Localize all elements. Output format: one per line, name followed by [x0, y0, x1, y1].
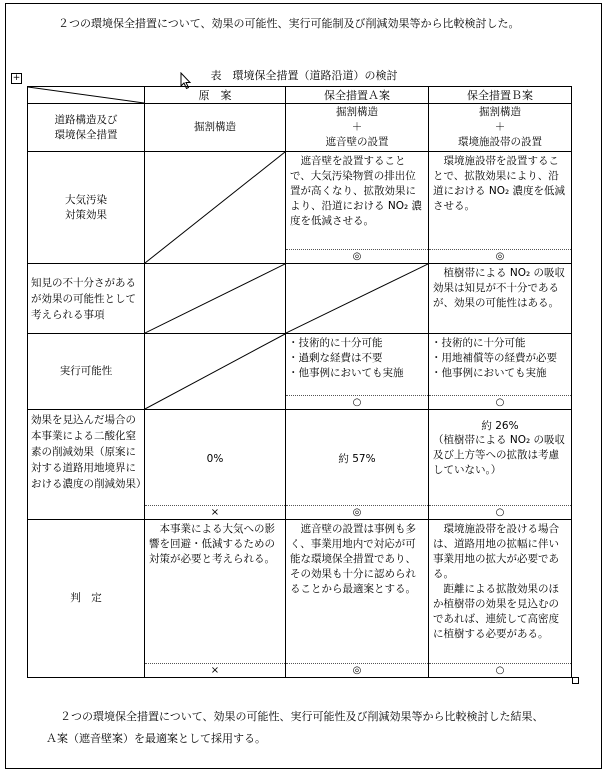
conclusion-line-2: Ａ案（遮音壁案）を最適案として採用する。 [46, 732, 266, 745]
diagonal-line [145, 334, 285, 409]
air-plan-b: 環境施設帯を設置することで、拡散効果により、沿道における NO₂ 濃度を低減させる。 ◎ [429, 152, 572, 264]
feasibility-label: 実行可能性 [28, 334, 145, 410]
diagonal-line [145, 264, 285, 333]
rating-symbol: ○ [429, 505, 571, 519]
air-pollution-label: 大気汚染 対策効果 [28, 152, 145, 264]
table-header-row [28, 87, 572, 104]
table-caption: 表 環境保全措置（道路沿道）の検討 [210, 69, 398, 82]
reduction-row [28, 410, 572, 520]
reduction-plan-b: 約 26% （植樹帯による NO₂ の吸収及び上方等への拡散は考慮していない。） ○ [429, 410, 572, 520]
structure-row [28, 104, 572, 152]
judgement-plan-a: 遮音壁の設置は事例も多く、事業用地内で対応が可能な環境保全措置であり、その効果も十分に認められることから最適案とする。 ◎ [286, 520, 429, 678]
air-original-empty [145, 152, 286, 264]
unknown-original-empty [145, 264, 286, 334]
reduction-original: 0% × [145, 410, 286, 520]
header-original: 原 案 [145, 87, 286, 104]
intro-text: ２つの環境保全措置について、効果の可能性、実行可能制及び削減効果等から比較検討した。 [58, 17, 520, 30]
judgement-original: 本事業による大気への影響を回避・低減するための対策が必要と考えられる。 × [145, 520, 286, 678]
judgement-label: 判 定 [28, 520, 145, 678]
header-plan-b: 保全措置Ｂ案 [429, 87, 572, 104]
unknown-effect-row [28, 264, 572, 334]
reduction-label: 効果を見込んだ場合の本事業による二酸化窒素の削減効果（原案に対する道路用地境界における濃度の削減効果） [28, 410, 145, 520]
structure-original: 掘割構造 [145, 104, 286, 152]
rating-symbol: ○ [429, 395, 571, 409]
diagonal-line [28, 87, 144, 103]
feasibility-plan-a: ・技術的に十分可能 ・過剰な経費は不要 ・他事例においても実施 ○ [286, 334, 429, 410]
feasibility-row [28, 334, 572, 410]
rating-symbol: ◎ [429, 249, 571, 263]
rating-symbol: × [145, 505, 285, 519]
header-corner-cell [28, 87, 145, 104]
rating-symbol: ◎ [286, 505, 428, 519]
judgement-plan-b: 環境施設帯を設ける場合は、道路用地の拡幅に伴い事業用地の拡大が必要である。 距離による拡散効果のほか植樹帯の効果を見込むのであれば、連続して高密度に植樹する必要がある。 ○ [429, 520, 572, 678]
diagonal-line [145, 152, 285, 263]
unknown-effect-label: 知見の不十分さがあるが効果の可能性として考えられる事項 [28, 264, 145, 334]
comparison-table [27, 86, 572, 678]
rating-symbol: ○ [286, 395, 428, 409]
feasibility-plan-b: ・技術的に十分可能 ・用地補償等の経費が必要 ・他事例においても実施 ○ [429, 334, 572, 410]
header-plan-a: 保全措置Ａ案 [286, 87, 429, 104]
rating-symbol: × [145, 663, 285, 677]
structure-label: 道路構造及び 環境保全措置 [28, 104, 145, 152]
judgement-row [28, 520, 572, 678]
table-resize-handle[interactable] [572, 677, 579, 684]
structure-plan-b: 掘割構造 ＋ 環境施設帯の設置 [429, 104, 572, 152]
air-pollution-row [28, 152, 572, 264]
reduction-plan-a: 約 57% ◎ [286, 410, 429, 520]
unknown-plan-a-empty [286, 264, 429, 334]
conclusion-line-1: ２つの環境保全措置について、効果の可能性、実行可能性及び削減効果等から比較検討した結果、 [60, 710, 544, 723]
structure-plan-a: 掘割構造 ＋ 遮音壁の設置 [286, 104, 429, 152]
air-plan-a: 遮音壁を設置することで、大気汚染物質の排出位置が高くなり、拡散効果により、沿道における NO₂ 濃度を低減させる。 ◎ [286, 152, 429, 264]
feasibility-original-empty [145, 334, 286, 410]
rating-symbol: ○ [429, 663, 571, 677]
diagonal-line [286, 264, 428, 333]
table-move-handle-icon[interactable]: + [12, 73, 21, 83]
rating-symbol: ◎ [286, 663, 428, 677]
unknown-plan-b: 植樹帯による NO₂ の吸収効果は知見が不十分であるが、効果の可能性はある。 [429, 264, 572, 334]
rating-symbol: ◎ [286, 249, 428, 263]
